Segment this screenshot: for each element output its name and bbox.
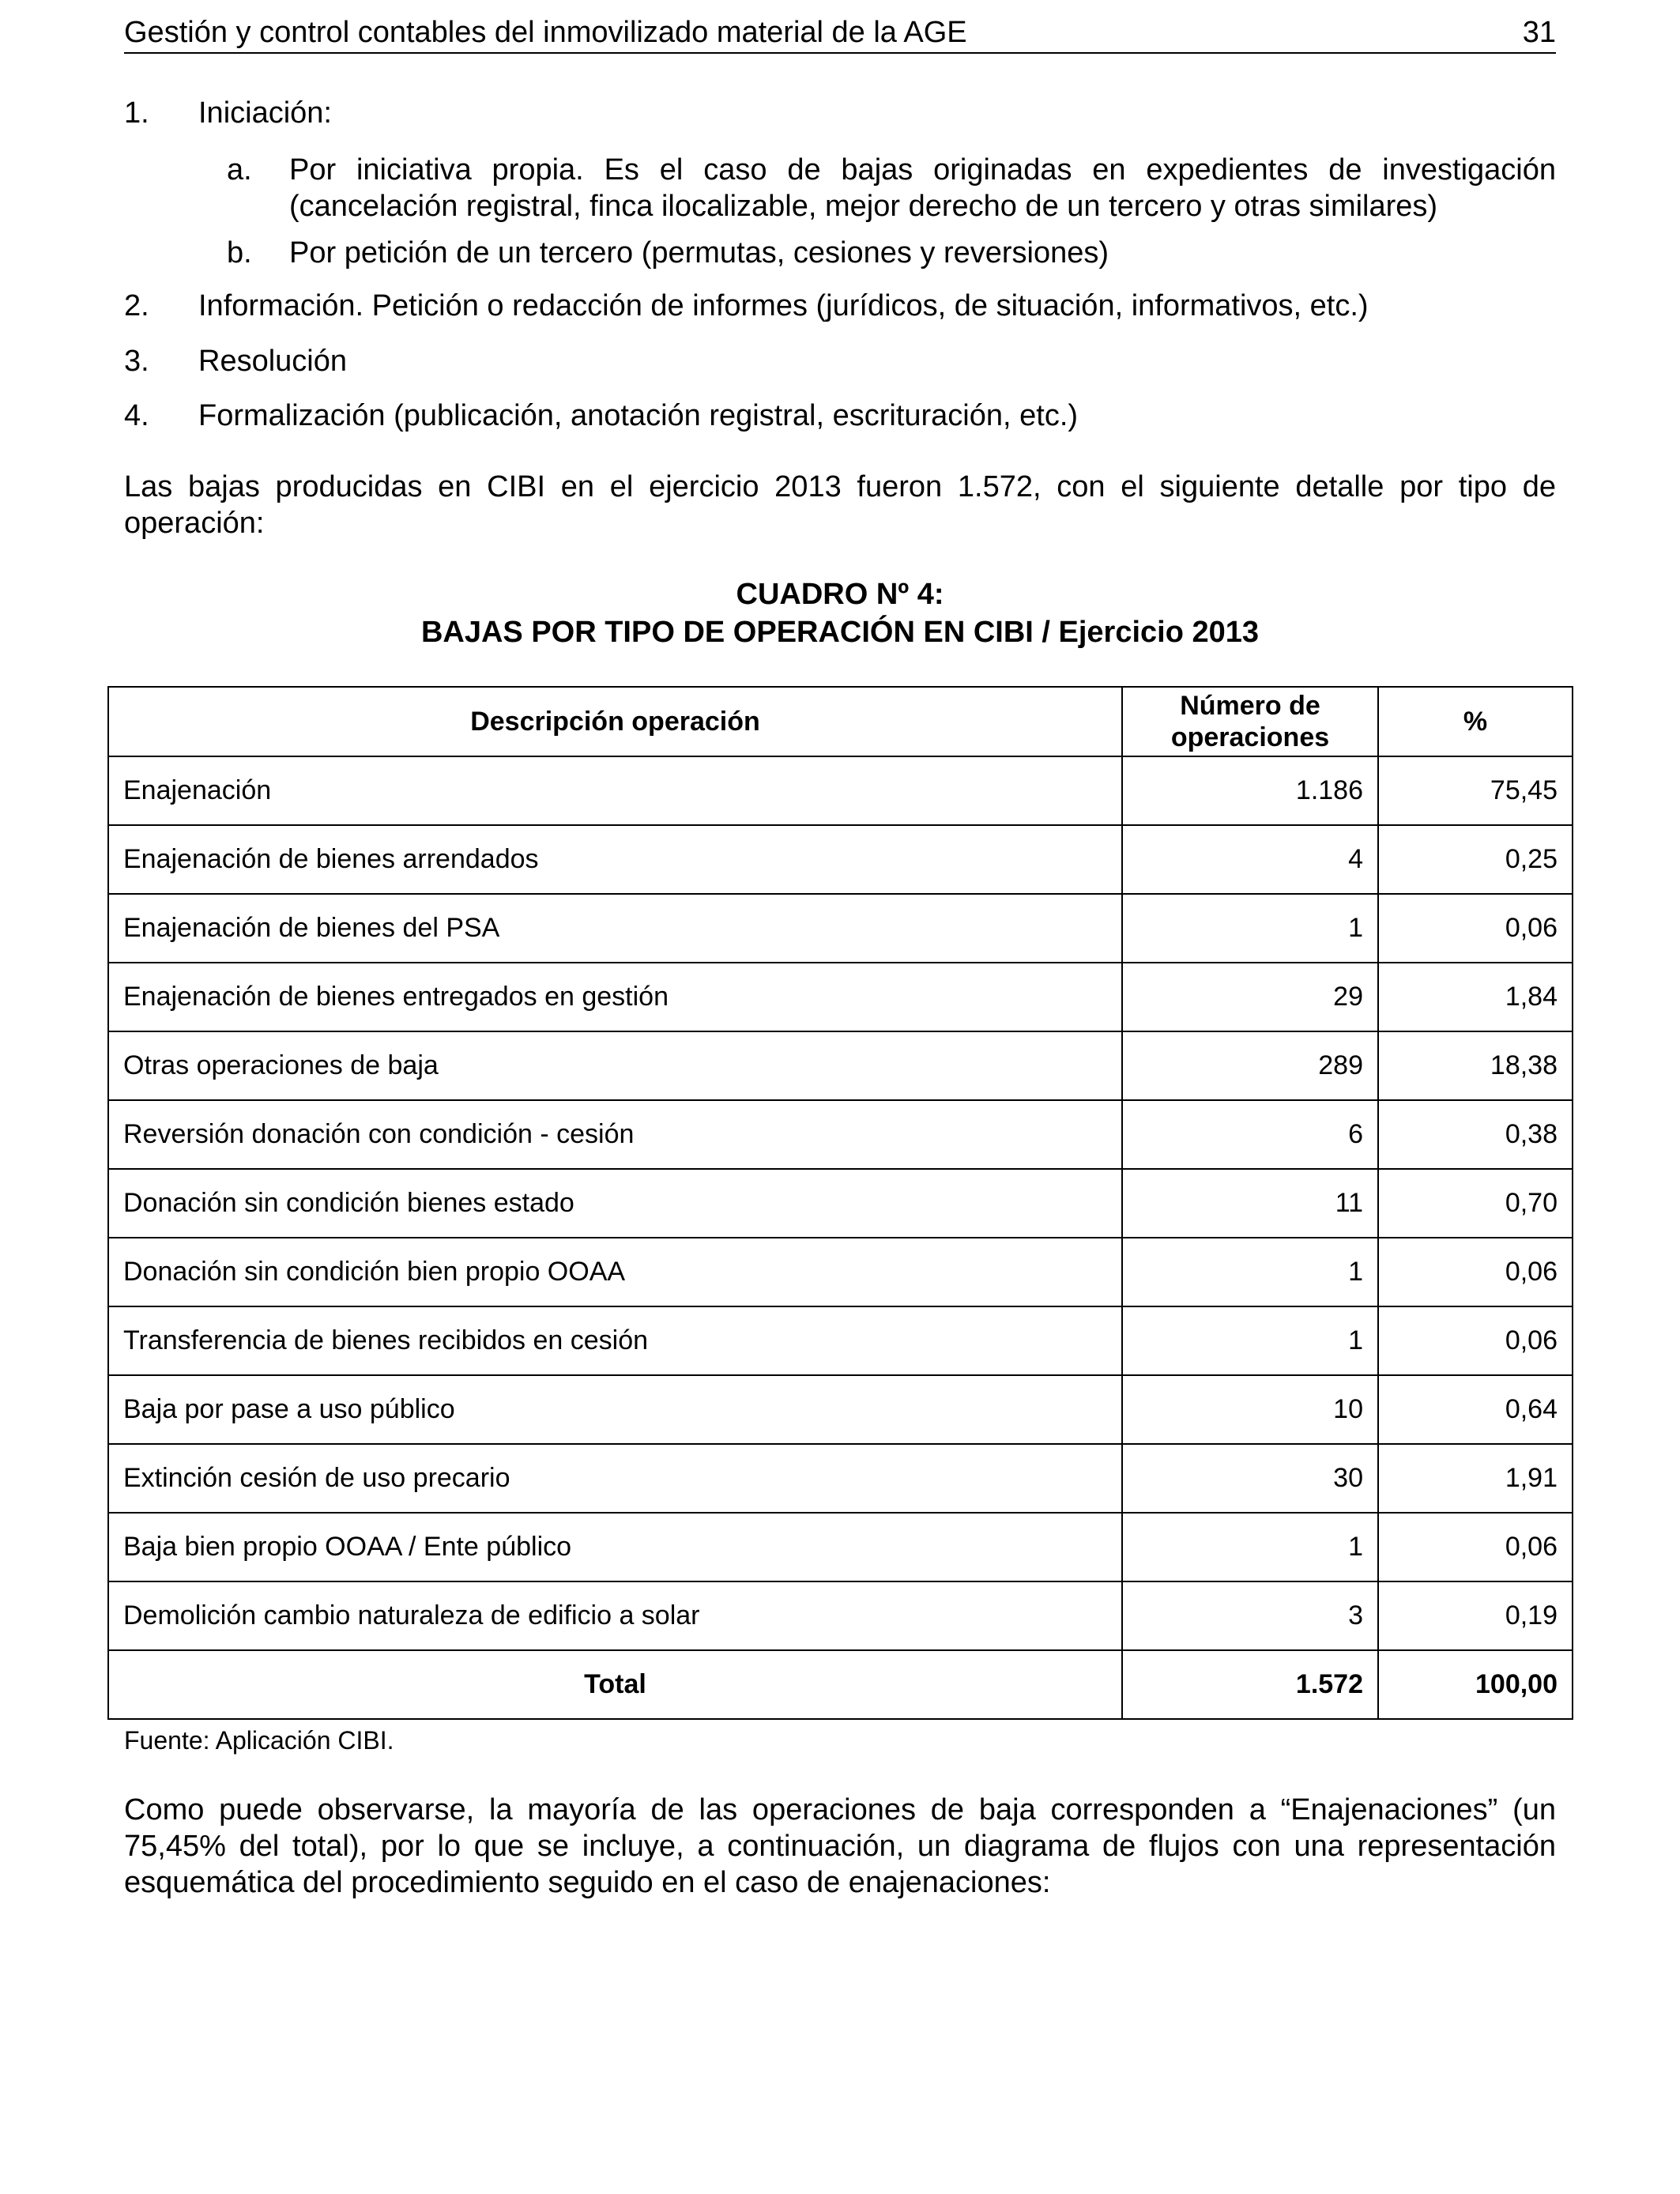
- row-description: Baja por pase a uso público: [108, 1375, 1122, 1444]
- row-percent: 18,38: [1378, 1031, 1573, 1100]
- row-percent: 0,06: [1378, 1238, 1573, 1306]
- row-count: 1: [1122, 1238, 1378, 1306]
- row-percent: 0,25: [1378, 825, 1573, 894]
- row-count: 29: [1122, 963, 1378, 1031]
- closing-paragraph: Como puede observarse, la mayoría de las operaciones de baja corresponden a “Enajenaciones” (un 75,45% del total), por lo que se incluye, a continuación, un diagrama de flujos con una representación esquemática del procedimiento seguido en el caso de enajenaciones:: [124, 1793, 1556, 1899]
- page-number: 31: [1522, 16, 1556, 49]
- total-label: Total: [108, 1650, 1122, 1719]
- table-row: [108, 1169, 1573, 1238]
- step-text: Información. Petición o redacción de informes (jurídicos, de situación, informativos, etc.): [198, 289, 1369, 322]
- row-percent: 0,06: [1378, 1513, 1573, 1581]
- column-header-count-line1: Número de: [1180, 691, 1320, 721]
- total-percent: 100,00: [1378, 1650, 1573, 1719]
- operations-table: [107, 686, 1573, 1720]
- row-description: Reversión donación con condición - cesión: [108, 1100, 1122, 1169]
- table-row: [108, 1513, 1573, 1581]
- table-caption-title: BAJAS POR TIPO DE OPERACIÓN EN CIBI / Ejercicio 2013: [420, 616, 1260, 649]
- row-count: 3: [1122, 1581, 1378, 1650]
- table-row: [108, 894, 1573, 963]
- header-rule: [124, 52, 1556, 54]
- step-number: 2.: [124, 289, 149, 322]
- row-description: Donación sin condición bien propio OOAA: [108, 1238, 1122, 1306]
- table-body: [108, 756, 1573, 1650]
- step-text: Formalización (publicación, anotación registral, escrituración, etc.): [198, 399, 1079, 432]
- table-row: [108, 1238, 1573, 1306]
- table-row: [108, 756, 1573, 825]
- row-percent: 0,06: [1378, 1306, 1573, 1375]
- step-number: 4.: [124, 399, 149, 432]
- row-percent: 0,38: [1378, 1100, 1573, 1169]
- substep-text: Por petición de un tercero (permutas, cesiones y reversiones): [289, 236, 1109, 270]
- row-description: Baja bien propio OOAA / Ente público: [108, 1513, 1122, 1581]
- total-count: 1.572: [1122, 1650, 1378, 1719]
- row-count: 30: [1122, 1444, 1378, 1513]
- row-count: 1: [1122, 894, 1378, 963]
- table-row: [108, 1031, 1573, 1100]
- row-description: Enajenación de bienes del PSA: [108, 894, 1122, 963]
- row-count: 1: [1122, 1306, 1378, 1375]
- substep-text: Por iniciativa propia. Es el caso de bajas originadas en expedientes de investigación (cancelación registral, finca ilocalizable, mejor derecho de un tercero y otras similares): [289, 153, 1556, 223]
- table-row: [108, 1581, 1573, 1650]
- row-count: 289: [1122, 1031, 1378, 1100]
- row-count: 4: [1122, 825, 1378, 894]
- table-row: [108, 825, 1573, 894]
- running-header-title: Gestión y control contables del inmovilizado material de la AGE: [124, 16, 967, 49]
- row-description: Enajenación de bienes arrendados: [108, 825, 1122, 894]
- table-header-row: [108, 687, 1573, 756]
- row-count: 1.186: [1122, 756, 1378, 825]
- table-row: [108, 963, 1573, 1031]
- row-description: Otras operaciones de baja: [108, 1031, 1122, 1100]
- row-percent: 0,64: [1378, 1375, 1573, 1444]
- table-caption-number: CUADRO Nº 4:: [736, 578, 944, 611]
- row-description: Enajenación de bienes entregados en gestión: [108, 963, 1122, 1031]
- row-count: 10: [1122, 1375, 1378, 1444]
- row-description: Donación sin condición bienes estado: [108, 1169, 1122, 1238]
- row-percent: 1,91: [1378, 1444, 1573, 1513]
- source-note: Fuente: Aplicación CIBI.: [124, 1726, 394, 1755]
- row-description: Extinción cesión de uso precario: [108, 1444, 1122, 1513]
- substep-letter: b.: [227, 236, 252, 270]
- row-count: 6: [1122, 1100, 1378, 1169]
- row-count: 1: [1122, 1513, 1378, 1581]
- column-header-description: Descripción operación: [108, 687, 1122, 756]
- table-row: [108, 1100, 1573, 1169]
- row-description: Enajenación: [108, 756, 1122, 825]
- intro-paragraph: Las bajas producidas en CIBI en el ejercicio 2013 fueron 1.572, con el siguiente detalle por tipo de operación:: [124, 470, 1556, 540]
- column-header-count: [1122, 687, 1378, 756]
- column-header-count-line2: operaciones: [1170, 722, 1330, 752]
- row-percent: 0,19: [1378, 1581, 1573, 1650]
- table-row: [108, 1444, 1573, 1513]
- table-total-row: [108, 1650, 1573, 1719]
- column-header-percent: %: [1378, 687, 1573, 756]
- step-text: Resolución: [198, 345, 347, 378]
- substep-letter: a.: [227, 153, 252, 187]
- row-percent: 0,06: [1378, 894, 1573, 963]
- row-percent: 75,45: [1378, 756, 1573, 825]
- table-row: [108, 1375, 1573, 1444]
- step-text: Iniciación:: [198, 96, 332, 130]
- step-number: 3.: [124, 345, 149, 378]
- step-number: 1.: [124, 96, 149, 130]
- row-description: Transferencia de bienes recibidos en cesión: [108, 1306, 1122, 1375]
- row-percent: 1,84: [1378, 963, 1573, 1031]
- row-description: Demolición cambio naturaleza de edificio a solar: [108, 1581, 1122, 1650]
- table-row: [108, 1306, 1573, 1375]
- row-count: 11: [1122, 1169, 1378, 1238]
- row-percent: 0,70: [1378, 1169, 1573, 1238]
